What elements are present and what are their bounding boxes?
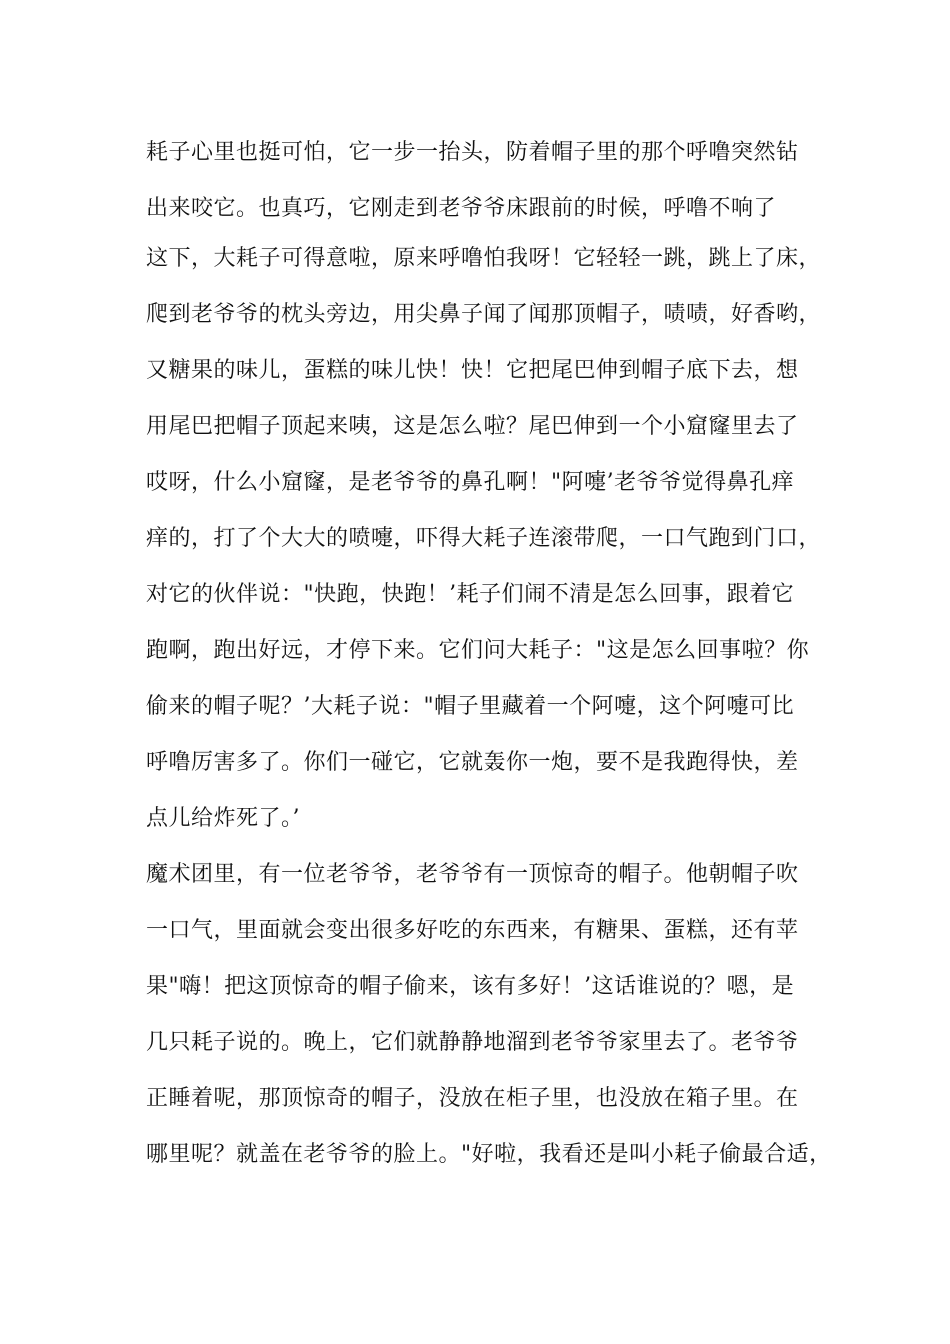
text-line: 正睡着呢，那顶惊奇的帽子，没放在柜子里，也没放在箱子里。在 — [146, 1086, 799, 1111]
text-line: 用尾巴把帽子顶起来咦，这是怎么啦？尾巴伸到一个小窟窿里去了 — [146, 414, 799, 439]
text-line: 魔术团里，有一位老爷爷，老爷爷有一顶惊奇的帽子。他朝帽子吹 — [146, 862, 799, 887]
text-line: 几只耗子说的。晚上，它们就静静地溜到老爷爷家里去了。老爷爷 — [146, 1030, 799, 1055]
text-line: 又糖果的味儿，蛋糕的味儿快！快！它把尾巴伸到帽子底下去，想 — [146, 358, 799, 383]
text-line: 呼噜厉害多了。你们一碰它，它就轰你一炮，要不是我跑得快，差 — [146, 750, 799, 775]
text-line: 哎呀，什么小窟窿，是老爷爷的鼻孔啊！"阿嚏’老爷爷觉得鼻孔痒 — [146, 470, 795, 495]
text-line: 对它的伙伴说："快跑，快跑！’耗子们闹不清是怎么回事，跟着它 — [146, 582, 795, 607]
text-line: 点儿给炸死了。’ — [146, 806, 300, 831]
text-line: 跑啊，跑出好远，才停下来。它们问大耗子："这是怎么回事啦？你 — [146, 638, 810, 663]
text-line: 一口气，里面就会变出很多好吃的东西来，有糖果、蛋糕，还有苹 — [146, 918, 799, 943]
text-line: 出来咬它。也真巧，它刚走到老爷爷床跟前的时候，呼噜不响了 — [146, 196, 777, 221]
text-line: 爬到老爷爷的枕头旁边，用尖鼻子闻了闻那顶帽子，啧啧，好香哟， — [146, 302, 822, 327]
text-line: 痒的，打了个大大的喷嚏，吓得大耗子连滚带爬，一口气跑到门口， — [146, 526, 822, 551]
body-text — [146, 132, 836, 1190]
text-line: 果"嗨！把这顶惊奇的帽子偷来，该有多好！’这话谁说的？嗯，是 — [146, 974, 795, 999]
text-line: 哪里呢？就盖在老爷爷的脸上。"好啦，我看还是叫小耗子偷最合适， — [146, 1142, 832, 1167]
text-line: 偷来的帽子呢？’大耗子说："帽子里藏着一个阿嚏，这个阿嚏可比 — [146, 694, 795, 719]
text-line: 这下，大耗子可得意啦，原来呼噜怕我呀！它轻轻一跳，跳上了床， — [146, 246, 822, 271]
text-line: 耗子心里也挺可怕，它一步一抬头，防着帽子里的那个呼噜突然钻 — [146, 140, 799, 165]
